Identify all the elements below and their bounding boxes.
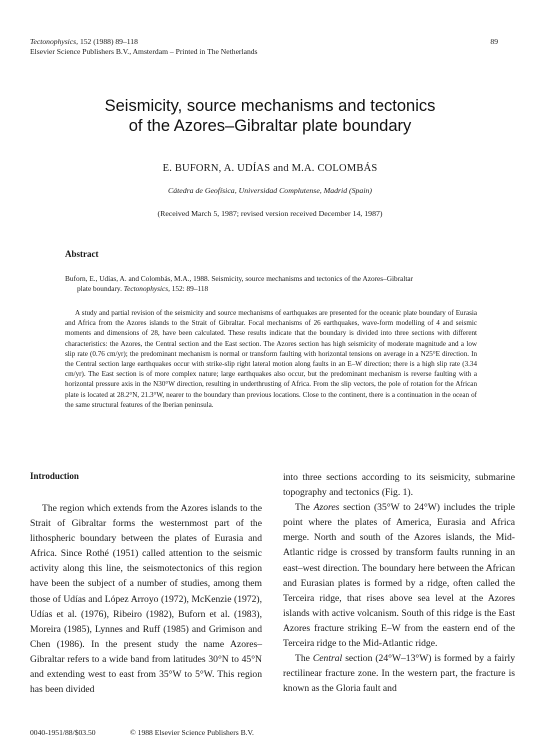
azores-paragraph [283,500,515,651]
abstract-heading: Abstract [65,249,99,259]
received-dates: (Received March 5, 1987; revised version received December 14, 1987) [157,209,383,218]
abstract-citation [65,274,475,294]
azores-text: section (35°W to 24°W) includes the triple point where the plates of America, Eurasia and Africa merge. North and south of the Azores islands, the Mid-Atlantic ridge is crossed by transform faults running in an east–west direction. The boundary here between the African and Eurasian plates is formed by a ridge, often called the Terceira ridge, that rises above sea level at the Azores islands with active volcanism. South of this ridge is the East Azores fracture striking E–W from the eastern end of the Terceira ridge to the Mid-Atlantic ridge. [283,502,516,650]
journal-volume: 152 (1988) 89–118 [79,37,138,46]
central-paragraph [283,651,515,696]
right-column [283,470,515,696]
title-line-2: of the Azores–Gibraltar plate boundary [128,117,412,135]
central-lead: The [295,653,310,665]
authors: E. BUFORN, A. UDÍAS and M.A. COLOMBÁS [162,163,378,174]
citation-pages: 152: 89–118 [171,284,209,293]
citation-line-1: Buforn, E., Udías, A. and Colombás, M.A., 1988. Seismicity, source mechanisms and tectonics of the Azores–Gibraltar [65,274,414,283]
publisher-line: Elsevier Science Publishers B.V., Amsterdam – Printed in The Netherlands [30,47,258,56]
citation-line-2 [65,284,475,294]
azores-lead: The [295,502,310,514]
journal-name: Tectonophysics, [30,37,79,46]
citation-journal: Tectonophysics, [123,284,170,293]
intro-paragraph-continued: into three sections according to its seismicity, submarine topography and tectonics (Fig. 1). [283,472,515,499]
issn-code: 0040-1951/88/$03.50 [30,728,96,737]
journal-citation [30,37,138,47]
intro-paragraph-1: The region which extends from the Azores islands to the Strait of Gibraltar forms the westernmost part of the lithospheric boundary between the plates of Eurasia and Africa. Since Rothé (1951) called attention to the seismic activity along this line, the seismotectonics of this region have been the subject of a number of studies, among them those of Udías and López Arroyo (1972), McKenzie (1972), Udías et al. (1976), Ribeiro (1982), Buforn et al. (1983), Moreira (1985), Lynnes and Ruff (1985) and Grimison and Chen (1986). In the present study the name Azores–Gibraltar refers to a wide band from latitudes 30°N to 45°N and extending west to east from 35°W to 5°W. This region has been divided [30,503,262,696]
abstract-body [65,308,477,410]
affiliation: Cátedra de Geofísica, Universidad Complutense, Madrid (Spain) [168,186,372,195]
title-line-1: Seismicity, source mechanisms and tectonics [104,97,436,115]
citation-title-end: plate boundary. [77,284,122,293]
central-text: section (24°W–13°W) is formed by a fairly rectilinear fracture zone. In the western part, the fracture is known as the Gloria fault and [283,653,516,695]
central-term: Central [312,653,343,665]
paper-title [40,96,500,136]
left-column [30,470,262,697]
copyright-notice: © 1988 Elsevier Science Publishers B.V. [130,728,254,737]
abstract-text: A study and partial revision of the seismicity and source mechanisms of earthquakes are presented for the oceanic plate boundary of Eurasia and Africa from the Azores islands to the Strait of Gibraltar. Focal mechanisms of 26 earthquakes, wave-form modelling of 4 and seismic moments and dimensions of 28, have been calculated. These results indicate that the boundary is divided into three sections with different characteristics: the Azores, the Central section and the East section. The Azores section has high seismicity of moderate magnitude and a low slip rate (0.76 cm/yr); the predominant mechanism is normal or transform faulting with horizontal tensions on average in a N25°E direction. In the Central section large earthquakes occur with strike-slip right lateral motion along faults in an E–W direction; there is a high slip rate (3.34 cm/yr). The East section is of more complex nature; large earthquakes also occur, but the predominant mechanism is reverse faulting with a horizontal pressure axis in the N30°W direction, resulting in underthrusting of Africa. From the slip vectors, the pole of rotation for the African plate is located at 28.2°N, 21.3°W, nearer to the boundary than previous locations. Close to the continent, there is a continuation in the ocean of the same structural features of the Iberian peninsula. [65,309,477,409]
page-number: 89 [490,37,498,46]
introduction-heading: Introduction [30,471,79,481]
azores-term: Azores [313,502,340,514]
